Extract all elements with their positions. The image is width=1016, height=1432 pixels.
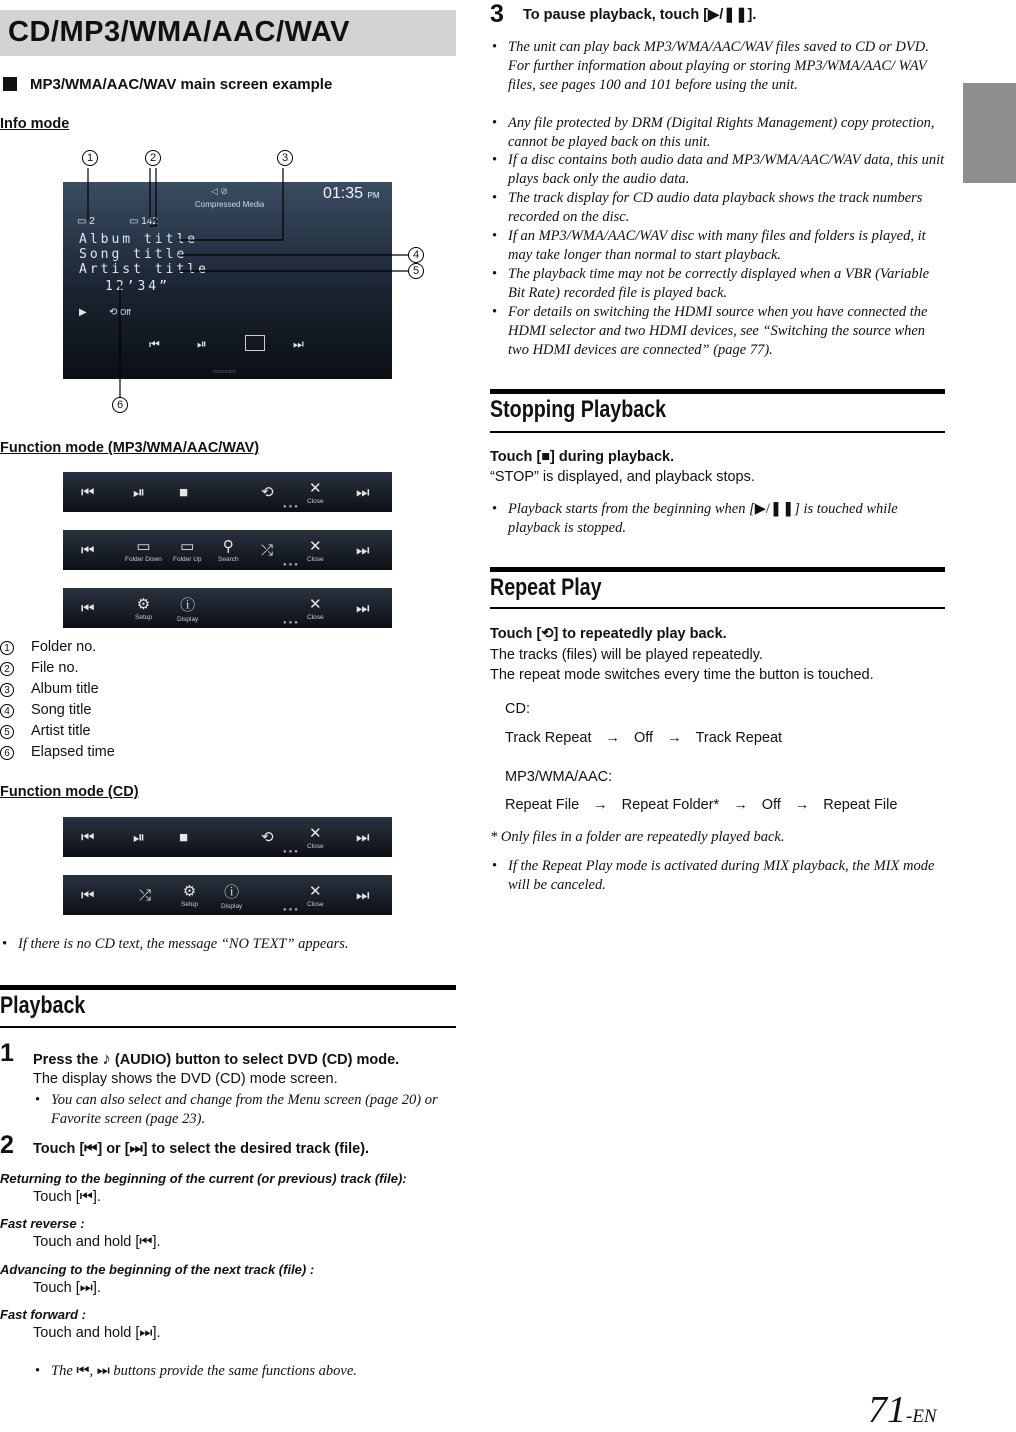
page-dots: ●●● [283,620,300,626]
next-track-icon[interactable]: ⏭ [356,483,370,501]
main-screen-heading: MP3/WMA/AAC/WAV main screen example [30,76,333,93]
pause-note-1b: For further information about playing or storing MP3/WMA/AAC/ WAV files, see pages 100 and 101 before using the unit. [508,58,927,93]
repeat-footnote: * Only files in a folder are repeatedly played back. [490,829,785,845]
play-pause-icon: ▶/❚❚ [754,501,795,517]
page-number-value: 71 [868,1389,906,1431]
legend-label: Song title [31,702,92,718]
legend-item [0,660,79,676]
next-track-icon[interactable]: ⏭ [293,337,304,351]
returning-text-a: Touch [ [33,1189,80,1205]
repeat-mp3-step: Repeat Folder* [621,797,720,813]
legend-number: 3 [0,683,14,697]
close-label: Close [307,498,324,505]
repeat-icon[interactable]: ⟲ [261,829,274,846]
repeat-status: ⟲ Off [109,307,131,318]
next-track-icon[interactable]: ⏭ [356,599,370,617]
clock-ampm: PM [367,191,380,200]
bracket-close: ]. [92,1189,101,1205]
pause-note-3: • If a disc contains both audio data and MP3/WMA/AAC/WAV data, this unit plays back only the audio data. [490,151,945,189]
play-pause-icon[interactable]: ⏯ [133,483,146,501]
close-button[interactable]: ✕ Close [307,538,324,563]
page-dots: ●●● [283,562,300,568]
pause-note-1 [490,38,945,95]
setup-label: Setup [181,901,198,908]
callout-line-3 [178,168,283,240]
callout-4: 4 [408,247,424,263]
next-track-icon[interactable]: ⏭ [356,886,370,904]
step-3-text-a: To pause playback, touch [ [523,7,709,23]
legend-label: Album title [31,681,99,697]
song-title: Song title [79,247,188,262]
step-1-text-a: Press the [33,1052,99,1068]
step-1-note: • You can also select and change from the Menu screen (page 20) or Favorite screen (page 23). [33,1091,458,1129]
bracket-close: ]. [152,1234,161,1250]
repeat-rule-bottom [490,607,945,609]
fast-reverse-heading: Fast reverse : [0,1216,85,1231]
display-button[interactable]: ⓘ Display [221,883,243,910]
pause-note-2: • Any file protected by DRM (Digital Rights Management) copy protection, cannot be played back on this unit. [490,114,945,152]
playback-rule-bottom [0,1026,456,1028]
callout-line-2b [150,168,156,226]
function-mode-mp3-label: Function mode (MP3/WMA/AAC/WAV) [0,440,260,456]
playback-rule-top [0,985,456,990]
close-button[interactable]: ✕ Close [307,883,324,908]
legend-item [0,681,99,697]
clock-time: 01:35 [323,185,364,202]
repeat-mp3-sequence [505,797,897,813]
legend-label: Folder no. [31,639,97,655]
legend-label: File no. [31,660,79,676]
page-number [868,1388,937,1432]
legend-number: 4 [0,704,14,718]
repeat-desc-1: The tracks (files) will be played repeatedly. [490,647,763,663]
close-label: Close [307,843,324,850]
search-label: Search [218,556,239,563]
legend-item [0,639,96,655]
function-mode-cd-label: Function mode (CD) [0,784,139,800]
advancing-text-a: Touch [ [33,1280,80,1296]
playback-heading: Playback [0,992,86,1019]
step-1-text [33,1049,399,1069]
pause-note-1a: The unit can play back MP3/WMA/AAC/WAV files saved to CD or DVD. [508,39,929,55]
artist-title: Artist title [79,262,209,277]
legend-label: Elapsed time [31,744,115,760]
folder-up-label: Folder Up [173,556,202,563]
callout-lines [0,0,460,420]
step-3-text-b: ]. [747,7,757,23]
step-3-number: 3 [490,0,504,28]
source-name: Compressed Media [195,200,265,209]
next-track-icon: ⏭ [139,1325,153,1341]
mp3-function-bar-1 [63,472,392,512]
repeat-mp3-step: Off [761,797,781,813]
album-title: Album title [79,232,199,247]
repeat-rule-top [490,567,945,572]
repeat-cd-step: Track Repeat [505,730,592,746]
next-track-icon[interactable]: ⏭ [356,541,370,559]
file-no-value: 142 [141,216,158,227]
callout-5: 5 [408,263,424,279]
buttons-note-a: The [51,1363,73,1379]
setup-label: Setup [135,614,152,621]
repeat-icon: ⟲ [541,626,554,642]
play-status-icon: ▶ [79,307,87,318]
page-indicator: ▭▭▭▭ [213,369,236,375]
advancing-text [33,1280,101,1296]
stopping-rule-top [490,389,945,394]
buttons-note: • The ⏮, ⏭ buttons provide the same functions above. [33,1362,458,1381]
cd-function-bar-2 [63,875,392,915]
legend-item [0,702,91,718]
pause-note-4: • The track display for CD audio data playback shows the track numbers recorded on the disc. [490,189,945,227]
legend-label: Artist title [31,723,91,739]
step-2-text-c: ] to select the desired track (file). [142,1141,370,1157]
next-track-icon[interactable]: ⏭ [356,828,370,846]
prev-track-icon: ⏮ [79,1189,93,1205]
arrow-icon: → [605,730,620,746]
callout-6: 6 [112,397,128,413]
stopping-desc: “STOP” is displayed, and playback stops. [490,469,755,485]
stopping-touch-b: ] during playback. [550,449,675,465]
stopping-note-a: Playback starts from the beginning when [ [508,501,755,517]
prev-track-icon[interactable]: ⏮ [149,337,160,351]
folder-no-display: ▭ 2 [77,216,95,227]
repeat-mp3-label: MP3/WMA/AAC: [505,769,613,785]
folder-down-button[interactable]: ▭ Folder Down [125,538,162,563]
repeat-touch-b: ] to repeatedly play back. [553,626,727,642]
pause-note-7: • For details on switching the HDMI source when you have connected the HDMI selector and two HDMI devices, see “Switching the source when two HDMI devices are connected” (page 77). [490,303,945,360]
file-no-display: ▭ 142 [129,216,158,227]
elapsed-time: 12’34” [105,279,170,294]
bracket-close: ]. [152,1325,161,1341]
cd-function-bar-1 [63,817,392,857]
play-pause-icon[interactable]: ⏯ [197,337,207,351]
stopping-heading: Stopping Playback [490,396,667,423]
callout-3: 3 [277,150,293,166]
folder-up-button[interactable]: ▭ Folder Up [173,538,202,563]
close-button[interactable]: ✕ Close [307,596,324,621]
buttons-note-b: buttons provide the same functions above. [113,1363,357,1379]
prev-track-icon[interactable]: ⏮ [81,599,95,617]
close-label: Close [307,901,324,908]
close-button[interactable]: ✕ Close [307,480,324,505]
repeat-instruction [490,626,727,642]
pause-note-5: • If an MP3/WMA/AAC/WAV disc with many files and folders is played, it may take longer than normal to start playback. [490,227,945,265]
prev-track-icon[interactable]: ⏮ [81,828,95,846]
repeat-cd-label: CD: [505,701,530,717]
page-dots: ●●● [283,849,300,855]
repeat-touch-a: Touch [ [490,626,542,642]
repeat-heading: Repeat Play [490,574,602,601]
setup-button[interactable]: ⚙ Setup [135,596,152,621]
repeat-state: Off [120,308,131,317]
repeat-mp3-step: Repeat File [505,797,580,813]
stopping-instruction [490,449,674,465]
legend-number: 2 [0,662,14,676]
repeat-desc-2: The repeat mode switches every time the button is touched. [490,667,874,683]
step-1-number: 1 [0,1039,14,1067]
repeat-note: • If the Repeat Play mode is activated during MIX playback, the MIX mode will be canceled. [490,857,945,895]
shuffle-icon[interactable]: ⤮ [139,886,152,904]
stop-icon[interactable]: ■ [179,483,189,501]
display-button[interactable]: ⓘ Display [177,596,199,623]
fast-reverse-text-a: Touch and hold [ [33,1234,140,1250]
setup-button[interactable]: ⚙ Setup [181,883,198,908]
step-2-text [33,1141,369,1157]
legend-item [0,723,91,739]
shuffle-icon[interactable]: ⤮ [261,541,274,559]
repeat-cd-step: Off [634,730,654,746]
prev-track-icon: ⏮ [76,1363,90,1379]
returning-text [33,1189,101,1205]
fast-forward-heading: Fast forward : [0,1307,86,1322]
step-2-number: 2 [0,1131,14,1159]
repeat-icon[interactable]: ⟲ [261,484,274,501]
search-button[interactable]: ⚲ Search [218,538,239,563]
prev-track-icon: ⏮ [84,1141,98,1157]
stopping-note [490,500,945,538]
no-text-note: • If there is no CD text, the message “NO TEXT” appears. [0,935,440,954]
repeat-mp3-step: Repeat File [823,797,898,813]
display-label: Display [221,902,243,910]
stopping-rule-bottom [490,431,945,433]
prev-track-icon[interactable]: ⏮ [81,483,95,501]
side-tab [963,83,1016,183]
arrow-icon: → [794,797,810,813]
arrow-icon: → [593,797,608,813]
step-1-text-b: (AUDIO) button to select DVD (CD) mode. [114,1052,400,1068]
legend-number: 5 [0,725,14,739]
fast-reverse-text [33,1234,161,1250]
close-label: Close [307,614,324,621]
page-dots: ●●● [283,907,300,913]
arrow-icon: → [733,797,748,813]
stopping-note-b: ] is touched while playback is stopped. [508,501,898,536]
step-2-text-a: Touch [ [33,1141,85,1157]
page-number-suffix: -EN [906,1406,937,1427]
legend-item [0,744,115,760]
next-track-icon: ⏭ [96,1363,110,1379]
advancing-heading: Advancing to the beginning of the next track (file) : [0,1262,315,1277]
stopping-touch-a: Touch [ [490,449,542,465]
pause-note-6: • The playback time may not be correctly displayed when a VBR (Variable Bit Rate) recorded file is played back. [490,265,945,303]
callout-1: 1 [82,150,98,166]
stop-icon[interactable]: ■ [179,828,189,846]
folder-down-label: Folder Down [125,556,162,563]
play-pause-icon[interactable]: ⏯ [133,828,146,846]
stop-icon: ■ [541,449,551,465]
prev-track-icon: ⏮ [139,1234,153,1250]
play-pause-icon: ▶/❚❚ [708,7,748,23]
fast-forward-text [33,1325,161,1341]
arrow-icon: → [667,730,682,746]
next-track-icon: ⏭ [79,1280,93,1296]
callout-2: 2 [145,150,161,166]
close-button[interactable]: ✕ Close [307,825,324,850]
page-title: CD/MP3/WMA/AAC/WAV [8,16,350,48]
info-mode-label: Info mode [0,116,70,132]
prev-track-icon[interactable]: ⏮ [81,886,95,904]
mute-icon: ◁ ⊘ [211,186,228,196]
mp3-function-bar-2 [63,530,392,570]
repeat-cd-step: Track Repeat [695,730,783,746]
bracket-close: ]. [92,1280,101,1296]
mp3-function-bar-3 [63,588,392,628]
step-3-text [523,7,756,23]
page-dots: ●●● [283,504,300,510]
returning-heading: Returning to the beginning of the current (or previous) track (file): [0,1171,407,1186]
prev-track-icon[interactable]: ⏮ [81,541,95,559]
display-label: Display [177,615,199,623]
legend-number: 1 [0,641,14,655]
close-label: Close [307,556,324,563]
repeat-cd-sequence [505,730,782,746]
step-2-text-b: ] or [ [97,1141,130,1157]
next-track-icon: ⏭ [129,1141,143,1157]
folder-no-value: 2 [89,216,95,227]
legend-number: 6 [0,746,14,760]
fast-forward-text-a: Touch and hold [ [33,1325,140,1341]
step-1-desc: The display shows the DVD (CD) mode screen. [33,1071,338,1087]
music-note-icon: ♪ [102,1049,111,1068]
